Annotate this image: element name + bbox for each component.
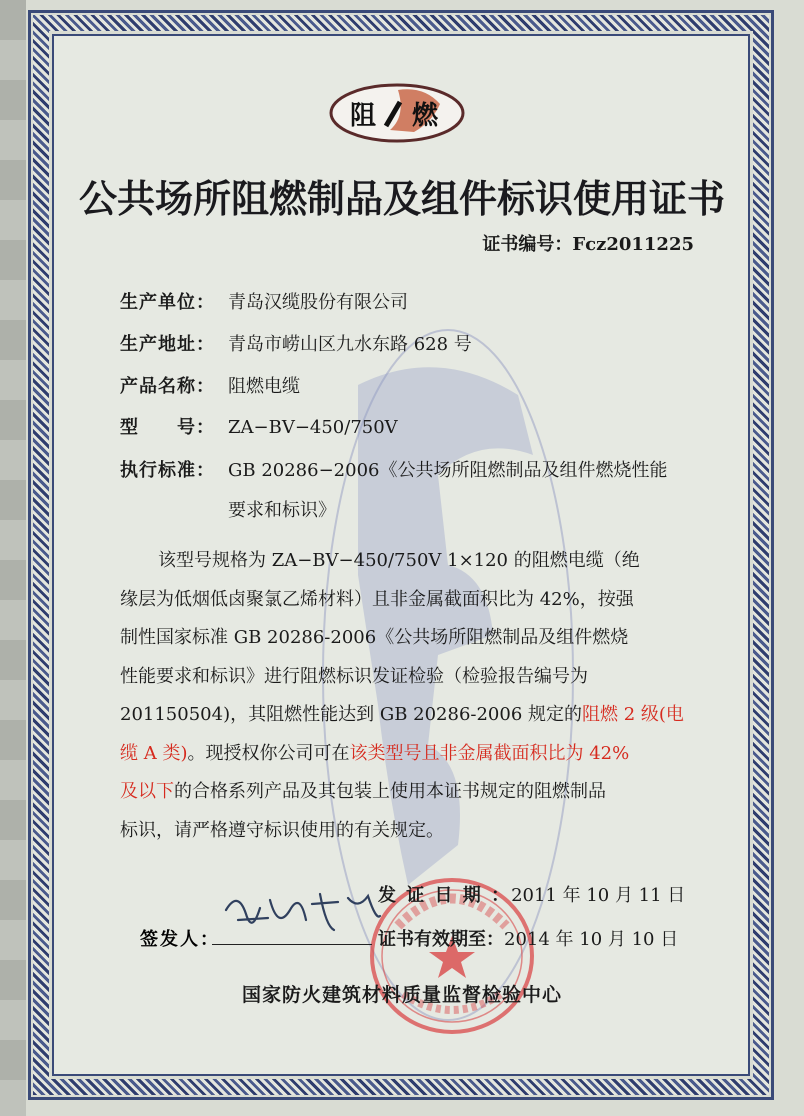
handwritten-signature: [208, 880, 388, 950]
product-label: 产品名称：: [120, 376, 215, 397]
svg-text:阻: 阻: [350, 101, 377, 131]
flame-retardant-logo: [328, 82, 466, 144]
certificate-number: [482, 230, 694, 256]
model-label: 型 号：: [120, 417, 215, 438]
address-label: 生产地址：: [120, 334, 215, 355]
body-line-5a: 201150504)，其阻燃性能达到 GB 20286-2006 规定的: [120, 704, 583, 725]
cert-no-label: 证书编号：: [482, 234, 573, 255]
body-line-7-highlight: 及以下: [120, 781, 174, 802]
body-line-7b: 的合格系列产品及其包装上使用本证书规定的阻燃制品: [174, 781, 606, 802]
producer-value: 青岛汉缆股份有限公司: [228, 292, 408, 313]
issue-date: [378, 881, 685, 907]
body-line-6: [120, 735, 720, 774]
body-line-5-highlight: 阻燃 2 级(电: [582, 704, 684, 725]
issuing-organization: 国家防火建筑材料质量监督检验中心: [241, 984, 562, 1006]
field-product: [120, 372, 300, 398]
field-standard: [120, 456, 667, 482]
field-model: [120, 413, 398, 439]
body-line-6-highlight-a: 缆 A 类): [120, 742, 188, 764]
valid-until-label: 证书有效期至：: [378, 929, 504, 950]
body-line-5: [120, 696, 720, 735]
standard-value-continued: 要求和标识》: [228, 500, 336, 521]
issue-date-label: 发 证 日 期 ：: [378, 885, 512, 906]
certificate-body: [120, 542, 720, 850]
cert-no-value: Fcz2011225: [572, 234, 694, 255]
standard-label: 执行标准：: [120, 460, 215, 481]
body-line-8: 标识，请严格遵守标识使用的有关规定。: [120, 819, 444, 841]
body-line-7: [120, 773, 720, 812]
valid-until-value: 2014 年 10 月 10 日: [504, 929, 679, 950]
field-producer: [120, 288, 408, 314]
body-line-2: 缘层为低烟低卤聚氯乙烯材料）且非金属截面积比为 42%，按强: [120, 588, 634, 610]
issue-date-value: 2011 年 10 月 11 日: [511, 885, 686, 906]
body-line-3: 制性国家标准 GB 20286-2006《公共场所阻燃制品及组件燃烧: [120, 627, 629, 648]
body-line-6b: 。现授权你公司可在: [187, 742, 350, 764]
valid-until: [378, 925, 678, 951]
body-line-4: 性能要求和标识》进行阻燃标识发证检验（检验报告编号为: [120, 665, 588, 687]
body-line-1: 该型号规格为 ZA−BV−450/750V 1×120 的阻燃电缆（绝: [158, 550, 640, 571]
svg-text:燃: 燃: [412, 101, 439, 131]
address-value: 青岛市崂山区九水东路 628 号: [228, 334, 472, 355]
signer-label: 签发人：: [140, 929, 220, 950]
field-address: [120, 330, 472, 356]
product-value: 阻燃电缆: [228, 376, 300, 397]
body-line-6-highlight-b: 该类型号且非金属截面积比为 42%: [349, 742, 630, 764]
model-value: ZA−BV−450/750V: [228, 417, 398, 438]
standard-value: GB 20286−2006《公共场所阻燃制品及组件燃烧性能: [228, 460, 668, 481]
certificate-title: 公共场所阻燃制品及组件标识使用证书: [78, 177, 725, 221]
producer-label: 生产单位：: [120, 292, 215, 313]
